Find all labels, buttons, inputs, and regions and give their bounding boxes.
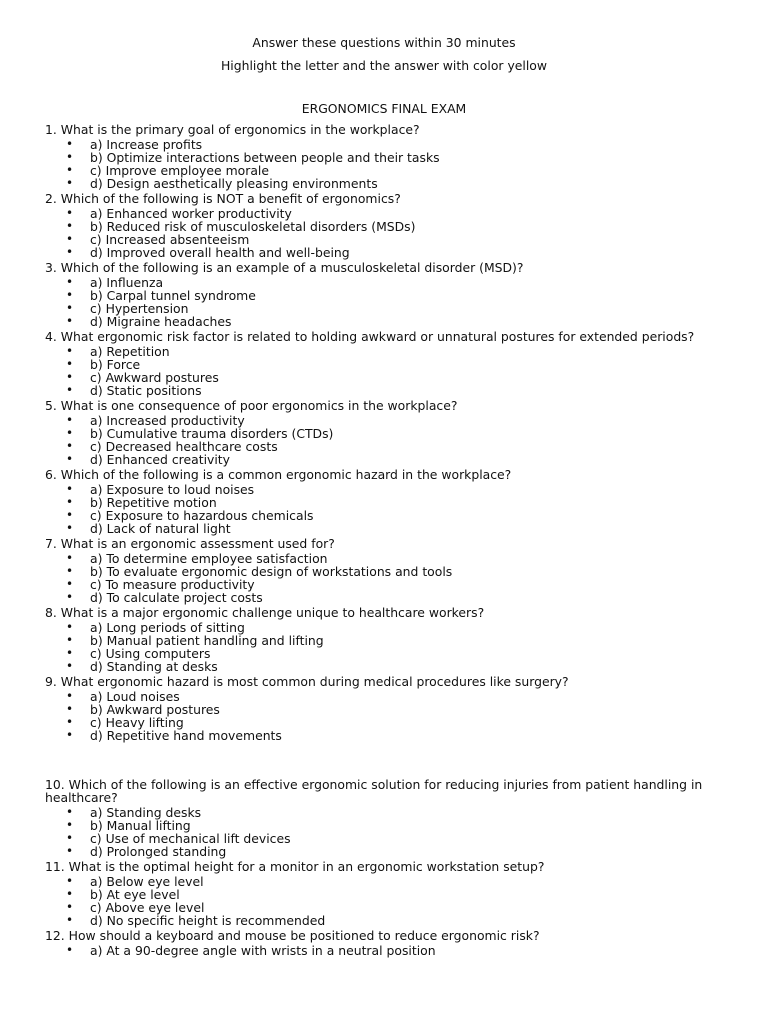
- answer-option: • b) Awkward postures: [45, 703, 725, 716]
- instruction-highlight: Highlight the letter and the answer with color yellow: [220, 58, 548, 73]
- answer-option: • c) Exposure to hazardous chemicals: [45, 509, 725, 522]
- question-text: 7. What is an ergonomic assessment used for?: [45, 536, 335, 551]
- question-item: [45, 860, 725, 927]
- answer-options: [45, 806, 725, 858]
- answer-option: • b) Force: [45, 358, 725, 371]
- answer-option: • a) Exposure to loud noises: [45, 483, 725, 496]
- answer-option: • c) Increased absenteeism: [45, 233, 725, 246]
- question-text: 10. Which of the following is an effective ergonomic solution for reducing injuries from patient handling in healthcare?: [45, 777, 703, 805]
- answer-option: • b) Manual lifting: [45, 819, 725, 832]
- answer-option: • d) To calculate project costs: [45, 591, 725, 604]
- answer-option: • c) Improve employee morale: [45, 164, 725, 177]
- answer-option: • a) Repetition: [45, 345, 725, 358]
- answer-option: • a) Standing desks: [45, 806, 725, 819]
- question-item: [45, 330, 725, 397]
- answer-options: [45, 552, 725, 604]
- answer-options: [45, 483, 725, 535]
- answer-option: • d) Static positions: [45, 384, 725, 397]
- answer-options: [45, 621, 725, 673]
- answer-option: • d) Design aesthetically pleasing environments: [45, 177, 725, 190]
- question-item: [45, 468, 725, 535]
- answer-option: • d) Migraine headaches: [45, 315, 725, 328]
- answer-option: • b) Carpal tunnel syndrome: [45, 289, 725, 302]
- answer-options: [45, 944, 725, 957]
- answer-option: • a) Influenza: [45, 276, 725, 289]
- answer-options: [45, 345, 725, 397]
- question-text: 9. What ergonomic hazard is most common during medical procedures like surgery?: [45, 674, 569, 689]
- question-item: [45, 123, 725, 190]
- answer-options: [45, 138, 725, 190]
- question-list: [45, 123, 725, 959]
- answer-options: [45, 690, 725, 742]
- answer-option: • c) Hypertension: [45, 302, 725, 315]
- answer-option: • a) At a 90-degree angle with wrists in a neutral position: [45, 944, 725, 957]
- answer-option: • d) No specific height is recommended: [45, 914, 725, 927]
- answer-option: • b) Reduced risk of musculoskeletal disorders (MSDs): [45, 220, 725, 233]
- answer-options: [45, 276, 725, 328]
- answer-option: • b) Manual patient handling and lifting: [45, 634, 725, 647]
- answer-option: • a) To determine employee satisfaction: [45, 552, 725, 565]
- answer-option: • d) Enhanced creativity: [45, 453, 725, 466]
- answer-option: • b) Optimize interactions between people and their tasks: [45, 151, 725, 164]
- answer-option: • a) Long periods of sitting: [45, 621, 725, 634]
- question-item: [45, 261, 725, 328]
- section-spacer: [45, 744, 725, 778]
- answer-options: [45, 414, 725, 466]
- question-item: [45, 192, 725, 259]
- question-text: 11. What is the optimal height for a monitor in an ergonomic workstation setup?: [45, 859, 545, 874]
- question-text: 6. Which of the following is a common ergonomic hazard in the workplace?: [45, 467, 512, 482]
- question-text: 12. How should a keyboard and mouse be positioned to reduce ergonomic risk?: [45, 928, 540, 943]
- answer-options: [45, 875, 725, 927]
- question-item: [45, 399, 725, 466]
- answer-option: • d) Repetitive hand movements: [45, 729, 725, 742]
- answer-option: • b) Cumulative trauma disorders (CTDs): [45, 427, 725, 440]
- answer-option: • b) At eye level: [45, 888, 725, 901]
- answer-option: • c) Above eye level: [45, 901, 725, 914]
- answer-option: • d) Standing at desks: [45, 660, 725, 673]
- question-text: 3. Which of the following is an example of a musculoskeletal disorder (MSD)?: [45, 260, 524, 275]
- question-text: 2. Which of the following is NOT a benefit of ergonomics?: [45, 191, 401, 206]
- exam-title: ERGONOMICS FINAL EXAM: [301, 101, 467, 116]
- answer-option: • c) Decreased healthcare costs: [45, 440, 725, 453]
- instruction-time-limit: Answer these questions within 30 minutes: [252, 35, 516, 50]
- answer-option: • a) Increase profits: [45, 138, 725, 151]
- answer-option: • c) To measure productivity: [45, 578, 725, 591]
- question-item: [45, 537, 725, 604]
- question-text: 5. What is one consequence of poor ergonomics in the workplace?: [45, 398, 458, 413]
- answer-option: • a) Below eye level: [45, 875, 725, 888]
- answer-option: • a) Increased productivity: [45, 414, 725, 427]
- answer-option: • d) Prolonged standing: [45, 845, 725, 858]
- answer-option: • c) Use of mechanical lift devices: [45, 832, 725, 845]
- answer-option: • a) Enhanced worker productivity: [45, 207, 725, 220]
- answer-option: • b) To evaluate ergonomic design of workstations and tools: [45, 565, 725, 578]
- question-text: 4. What ergonomic risk factor is related to holding awkward or unnatural postures for extended periods?: [45, 329, 695, 344]
- question-item: [45, 778, 725, 858]
- answer-option: • b) Repetitive motion: [45, 496, 725, 509]
- question-item: [45, 929, 725, 957]
- answer-option: • c) Heavy lifting: [45, 716, 725, 729]
- question-text: 1. What is the primary goal of ergonomics in the workplace?: [45, 122, 420, 137]
- question-item: [45, 606, 725, 673]
- answer-option: • d) Lack of natural light: [45, 522, 725, 535]
- answer-option: • c) Awkward postures: [45, 371, 725, 384]
- answer-options: [45, 207, 725, 259]
- answer-option: • c) Using computers: [45, 647, 725, 660]
- answer-option: • d) Improved overall health and well-being: [45, 246, 725, 259]
- question-item: [45, 675, 725, 742]
- question-text: 8. What is a major ergonomic challenge unique to healthcare workers?: [45, 605, 485, 620]
- answer-option: • a) Loud noises: [45, 690, 725, 703]
